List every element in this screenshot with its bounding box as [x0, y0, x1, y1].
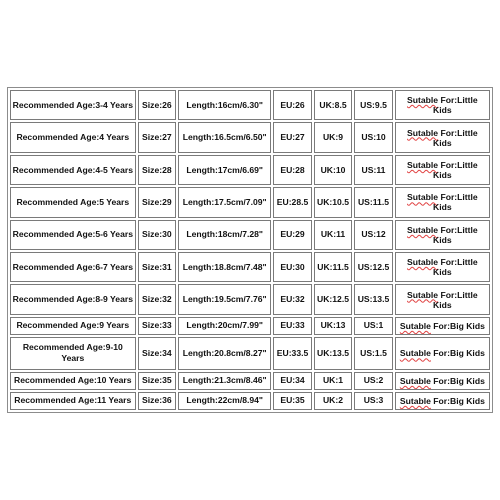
suitable-for-text: For:Little Kids	[433, 224, 478, 245]
size-cell: Size:33	[138, 317, 176, 335]
us-size-cell: US:11	[354, 155, 392, 185]
us-size-cell: US:3	[354, 392, 392, 410]
size-cell: Size:28	[138, 155, 176, 185]
uk-size-cell: UK:10.5	[314, 187, 352, 217]
us-size-cell: US:12	[354, 220, 392, 250]
recommended-age-cell: Recommended Age:4-5 Years	[10, 155, 136, 185]
suitable-for-cell	[395, 220, 490, 250]
misspelled-word: Sutable	[399, 320, 431, 331]
misspelled-word: Sutable	[407, 127, 439, 138]
suitable-for-cell	[395, 155, 490, 185]
us-size-cell: US:1	[354, 317, 392, 335]
suitable-for-text: For:Little Kids	[433, 289, 478, 310]
suitable-for-text: For:Big Kids	[430, 348, 485, 359]
uk-size-cell: UK:11	[314, 220, 352, 250]
uk-size-cell: UK:11.5	[314, 252, 352, 282]
suitable-for-text: For:Little Kids	[433, 95, 478, 116]
eu-size-cell: EU:32	[273, 284, 311, 314]
suitable-for-cell	[395, 392, 490, 410]
foot-length-cell: Length:16cm/6.30"	[178, 90, 271, 120]
recommended-age-cell: Recommended Age:6-7 Years	[10, 252, 136, 282]
eu-size-cell: EU:35	[273, 392, 311, 410]
misspelled-word: Sutable	[407, 192, 439, 203]
misspelled-word: Sutable	[399, 375, 431, 386]
size-cell: Size:35	[138, 372, 176, 390]
misspelled-word: Sutable	[407, 95, 439, 106]
size-cell: Size:26	[138, 90, 176, 120]
foot-length-cell: Length:22cm/8.94"	[178, 392, 271, 410]
size-chart-body	[10, 90, 490, 410]
recommended-age-cell: Recommended Age:5-6 Years	[10, 220, 136, 250]
suitable-for-text: For:Little Kids	[433, 160, 478, 181]
table-row	[10, 252, 490, 282]
foot-length-cell: Length:18.8cm/7.48"	[178, 252, 271, 282]
suitable-for-text: For:Little Kids	[433, 127, 478, 148]
size-cell: Size:29	[138, 187, 176, 217]
size-cell: Size:31	[138, 252, 176, 282]
eu-size-cell: EU:33.5	[273, 337, 311, 370]
table-row	[10, 220, 490, 250]
suitable-for-cell	[395, 187, 490, 217]
uk-size-cell: UK:10	[314, 155, 352, 185]
foot-length-cell: Length:17.5cm/7.09"	[178, 187, 271, 217]
size-chart-table	[7, 87, 493, 413]
uk-size-cell: UK:1	[314, 372, 352, 390]
misspelled-word: Sutable	[399, 348, 431, 359]
uk-size-cell: UK:12.5	[314, 284, 352, 314]
suitable-for-text: For:Big Kids	[430, 320, 485, 331]
misspelled-word: Sutable	[407, 224, 439, 235]
table-row	[10, 284, 490, 314]
foot-length-cell: Length:16.5cm/6.50"	[178, 122, 271, 152]
suitable-for-cell	[395, 122, 490, 152]
foot-length-cell: Length:21.3cm/8.46"	[178, 372, 271, 390]
recommended-age-cell: Recommended Age:8-9 Years	[10, 284, 136, 314]
foot-length-cell: Length:20.8cm/8.27"	[178, 337, 271, 370]
table-row	[10, 187, 490, 217]
recommended-age-cell: Recommended Age:9-10 Years	[10, 337, 136, 370]
size-cell: Size:32	[138, 284, 176, 314]
us-size-cell: US:1.5	[354, 337, 392, 370]
suitable-for-cell	[395, 337, 490, 370]
us-size-cell: US:11.5	[354, 187, 392, 217]
uk-size-cell: UK:8.5	[314, 90, 352, 120]
eu-size-cell: EU:33	[273, 317, 311, 335]
foot-length-cell: Length:18cm/7.28"	[178, 220, 271, 250]
suitable-for-cell	[395, 317, 490, 335]
table-row	[10, 90, 490, 120]
eu-size-cell: EU:28.5	[273, 187, 311, 217]
us-size-cell: US:2	[354, 372, 392, 390]
eu-size-cell: EU:29	[273, 220, 311, 250]
eu-size-cell: EU:28	[273, 155, 311, 185]
eu-size-cell: EU:26	[273, 90, 311, 120]
suitable-for-text: For:Big Kids	[430, 375, 485, 386]
eu-size-cell: EU:27	[273, 122, 311, 152]
suitable-for-text: For:Little Kids	[433, 192, 478, 213]
eu-size-cell: EU:30	[273, 252, 311, 282]
misspelled-word: Sutable	[407, 160, 439, 171]
size-cell: Size:30	[138, 220, 176, 250]
table-row	[10, 372, 490, 390]
suitable-for-text: For:Big Kids	[430, 395, 485, 406]
suitable-for-cell	[395, 284, 490, 314]
uk-size-cell: UK:9	[314, 122, 352, 152]
us-size-cell: US:12.5	[354, 252, 392, 282]
size-cell: Size:34	[138, 337, 176, 370]
recommended-age-cell: Recommended Age:4 Years	[10, 122, 136, 152]
size-cell: Size:36	[138, 392, 176, 410]
foot-length-cell: Length:17cm/6.69"	[178, 155, 271, 185]
uk-size-cell: UK:2	[314, 392, 352, 410]
recommended-age-cell: Recommended Age:5 Years	[10, 187, 136, 217]
table-row	[10, 122, 490, 152]
foot-length-cell: Length:19.5cm/7.76"	[178, 284, 271, 314]
suitable-for-cell	[395, 252, 490, 282]
foot-length-cell: Length:20cm/7.99"	[178, 317, 271, 335]
us-size-cell: US:10	[354, 122, 392, 152]
eu-size-cell: EU:34	[273, 372, 311, 390]
misspelled-word: Sutable	[399, 395, 431, 406]
recommended-age-cell: Recommended Age:9 Years	[10, 317, 136, 335]
recommended-age-cell: Recommended Age:3-4 Years	[10, 90, 136, 120]
table-row	[10, 392, 490, 410]
table-row	[10, 155, 490, 185]
recommended-age-cell: Recommended Age:10 Years	[10, 372, 136, 390]
suitable-for-cell	[395, 90, 490, 120]
size-cell: Size:27	[138, 122, 176, 152]
us-size-cell: US:9.5	[354, 90, 392, 120]
suitable-for-cell	[395, 372, 490, 390]
table-row	[10, 317, 490, 335]
recommended-age-cell: Recommended Age:11 Years	[10, 392, 136, 410]
misspelled-word: Sutable	[407, 289, 439, 300]
uk-size-cell: UK:13	[314, 317, 352, 335]
misspelled-word: Sutable	[407, 257, 439, 268]
table-row	[10, 337, 490, 370]
suitable-for-text: For:Little Kids	[433, 257, 478, 278]
uk-size-cell: UK:13.5	[314, 337, 352, 370]
us-size-cell: US:13.5	[354, 284, 392, 314]
